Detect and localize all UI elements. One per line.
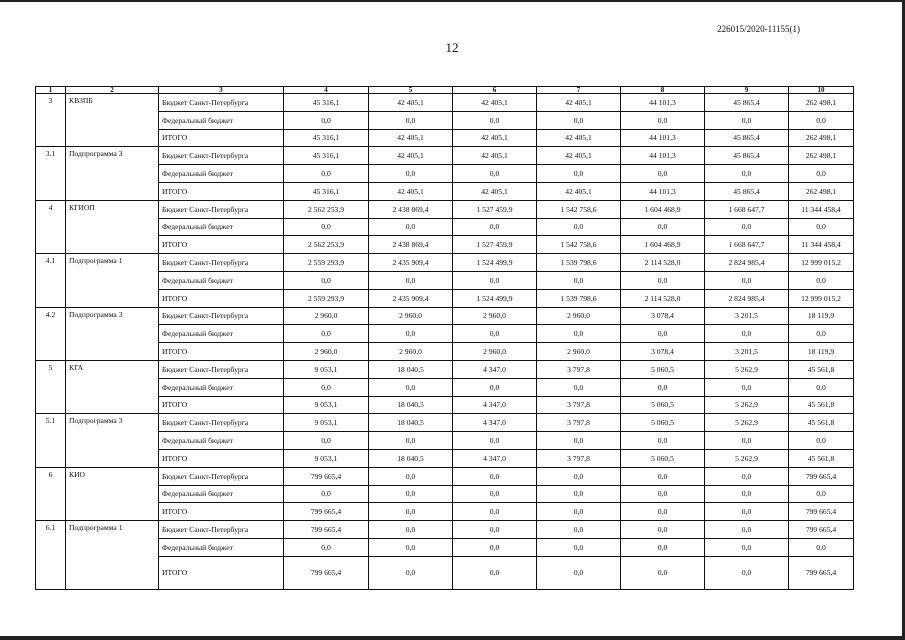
value-cell: 5 060,5 [621,360,705,378]
table-body [36,94,854,590]
value-cell: 0,0 [705,271,789,289]
table-row [36,200,854,218]
value-cell: 2 438 869,4 [369,236,453,254]
row-number: 4 [36,200,66,253]
total-cell: 11 344 458,4 [789,200,854,218]
value-cell: 9 053,1 [284,449,369,467]
value-cell: 0,0 [284,271,369,289]
value-cell: 1 527 459,9 [453,200,537,218]
value-cell: 1 539 798,6 [537,254,621,272]
value-cell: 0,0 [369,111,453,129]
total-cell: 0,0 [789,378,854,396]
value-cell: 2 559 293,9 [284,289,369,307]
total-cell: 0,0 [789,271,854,289]
table-row [36,343,854,361]
value-cell: 4 347,0 [453,396,537,414]
value-cell: 0,0 [284,485,369,503]
value-cell: 0,0 [705,503,789,521]
value-cell: 0,0 [284,165,369,183]
executor-name: Подпрограмма 3 [66,414,159,467]
funding-source: Бюджет Санкт-Петербурга [159,521,284,539]
value-cell: 0,0 [537,556,621,589]
funding-source: Федеральный бюджет [159,271,284,289]
funding-source: Федеральный бюджет [159,432,284,450]
value-cell: 0,0 [621,218,705,236]
value-cell: 45 865,4 [705,129,789,147]
funding-source: Федеральный бюджет [159,538,284,556]
value-cell: 0,0 [621,521,705,539]
header-cell: 8 [621,87,705,94]
value-cell: 0,0 [621,165,705,183]
value-cell: 799 665,4 [284,467,369,485]
funding-source: ИТОГО [159,289,284,307]
table-row [36,503,854,521]
value-cell: 3 797,8 [537,360,621,378]
value-cell: 42 405,1 [369,147,453,165]
value-cell: 5 060,5 [621,449,705,467]
value-cell: 45 316,1 [284,182,369,200]
value-cell: 1 524 499,9 [453,289,537,307]
funding-source: ИТОГО [159,503,284,521]
value-cell: 0,0 [453,485,537,503]
value-cell: 0,0 [705,467,789,485]
value-cell: 44 101,3 [621,129,705,147]
value-cell: 0,0 [453,521,537,539]
table-row [36,556,854,589]
value-cell: 1 668 647,7 [705,236,789,254]
value-cell: 9 053,1 [284,396,369,414]
value-cell: 0,0 [284,111,369,129]
total-cell: 799 665,4 [789,521,854,539]
value-cell: 0,0 [537,538,621,556]
value-cell: 3 797,8 [537,449,621,467]
value-cell: 0,0 [453,271,537,289]
value-cell: 0,0 [705,485,789,503]
value-cell: 0,0 [537,521,621,539]
value-cell: 1 604 468,9 [621,236,705,254]
value-cell: 0,0 [621,467,705,485]
funding-source: Федеральный бюджет [159,218,284,236]
total-cell: 262 498,1 [789,182,854,200]
value-cell: 42 405,1 [537,129,621,147]
value-cell: 0,0 [621,485,705,503]
total-cell: 0,0 [789,432,854,450]
value-cell: 1 527 459,9 [453,236,537,254]
value-cell: 2 960,0 [369,343,453,361]
value-cell: 799 665,4 [284,556,369,589]
executor-name: Подпрограмма 3 [66,147,159,200]
value-cell: 3 797,8 [537,414,621,432]
total-cell: 262 498,1 [789,147,854,165]
header-cell: 9 [705,87,789,94]
value-cell: 2 435 909,4 [369,289,453,307]
value-cell: 5 262,9 [705,449,789,467]
value-cell: 1 524 499,9 [453,254,537,272]
total-cell: 45 561,8 [789,414,854,432]
value-cell: 0,0 [369,432,453,450]
value-cell: 1 542 758,6 [537,200,621,218]
funding-source: Федеральный бюджет [159,485,284,503]
value-cell: 0,0 [537,432,621,450]
total-cell: 0,0 [789,485,854,503]
table-row [36,467,854,485]
value-cell: 5 060,5 [621,396,705,414]
value-cell: 0,0 [537,165,621,183]
value-cell: 0,0 [453,538,537,556]
funding-source: Бюджет Санкт-Петербурга [159,147,284,165]
funding-source: ИТОГО [159,556,284,589]
table-row [36,307,854,325]
table-row [36,360,854,378]
value-cell: 9 053,1 [284,360,369,378]
value-cell: 18 040,5 [369,414,453,432]
header-cell: 5 [369,87,453,94]
table-row [36,94,854,112]
value-cell: 2 435 909,4 [369,254,453,272]
value-cell: 42 405,1 [537,182,621,200]
value-cell: 45 316,1 [284,147,369,165]
executor-name: КИО [66,467,159,520]
table-row [36,396,854,414]
value-cell: 3 078,4 [621,343,705,361]
table-row [36,254,854,272]
table-row [36,414,854,432]
value-cell: 2 562 253,9 [284,200,369,218]
table-row [36,485,854,503]
funding-source: ИТОГО [159,182,284,200]
value-cell: 0,0 [453,556,537,589]
value-cell: 2 960,0 [453,343,537,361]
value-cell: 42 405,1 [537,94,621,112]
value-cell: 45 865,4 [705,147,789,165]
total-cell: 799 665,4 [789,556,854,589]
row-number: 3 [36,94,66,147]
funding-source: Бюджет Санкт-Петербурга [159,414,284,432]
value-cell: 0,0 [705,165,789,183]
total-cell: 799 665,4 [789,503,854,521]
value-cell: 1 542 758,6 [537,236,621,254]
document-reference: 226015/2020-11155(1) [717,24,800,34]
value-cell: 0,0 [453,111,537,129]
executor-name: КГА [66,360,159,413]
total-cell: 12 999 015,2 [789,289,854,307]
row-number: 6 [36,467,66,520]
value-cell: 42 405,1 [537,147,621,165]
value-cell: 0,0 [537,111,621,129]
total-cell: 12 999 015,2 [789,254,854,272]
value-cell: 2 114 528,0 [621,254,705,272]
value-cell: 0,0 [621,432,705,450]
value-cell: 0,0 [537,503,621,521]
value-cell: 0,0 [369,467,453,485]
header-cell: 1 [36,87,66,94]
table-row [36,111,854,129]
value-cell: 2 562 253,9 [284,236,369,254]
funding-source: Бюджет Санкт-Петербурга [159,254,284,272]
value-cell: 2 960,0 [537,307,621,325]
value-cell: 0,0 [705,538,789,556]
funding-source: Бюджет Санкт-Петербурга [159,467,284,485]
value-cell: 0,0 [537,378,621,396]
value-cell: 44 101,3 [621,147,705,165]
value-cell: 0,0 [369,521,453,539]
total-cell: 45 561,8 [789,360,854,378]
funding-source: Федеральный бюджет [159,111,284,129]
value-cell: 2 960,0 [453,307,537,325]
value-cell: 0,0 [284,538,369,556]
value-cell: 42 405,1 [369,129,453,147]
table-row [36,289,854,307]
value-cell: 0,0 [537,467,621,485]
value-cell: 0,0 [369,538,453,556]
value-cell: 2 438 869,4 [369,200,453,218]
value-cell: 0,0 [284,432,369,450]
value-cell: 0,0 [705,432,789,450]
scan-edge-top [0,0,905,2]
value-cell: 0,0 [453,218,537,236]
value-cell: 5 060,5 [621,414,705,432]
funding-source: Бюджет Санкт-Петербурга [159,200,284,218]
value-cell: 45 865,4 [705,182,789,200]
row-number: 6.1 [36,521,66,590]
row-number: 5.1 [36,414,66,467]
total-cell: 0,0 [789,218,854,236]
value-cell: 0,0 [621,538,705,556]
value-cell: 0,0 [621,271,705,289]
value-cell: 0,0 [284,218,369,236]
value-cell: 42 405,1 [369,182,453,200]
budget-table [35,86,854,590]
value-cell: 0,0 [705,111,789,129]
value-cell: 18 040,5 [369,360,453,378]
header-cell: 4 [284,87,369,94]
row-number: 4.2 [36,307,66,360]
page-number: 12 [445,40,459,55]
value-cell: 2 559 293,9 [284,254,369,272]
value-cell: 3 797,8 [537,396,621,414]
total-cell: 45 561,8 [789,449,854,467]
value-cell: 0,0 [537,218,621,236]
value-cell: 0,0 [621,325,705,343]
value-cell: 2 960,0 [284,343,369,361]
value-cell: 0,0 [284,325,369,343]
header-row [36,87,854,94]
funding-source: ИТОГО [159,343,284,361]
funding-source: ИТОГО [159,396,284,414]
value-cell: 18 040,5 [369,396,453,414]
value-cell: 42 405,1 [453,182,537,200]
header-cell: 2 [66,87,159,94]
header-cell: 7 [537,87,621,94]
value-cell: 2 960,0 [369,307,453,325]
value-cell: 0,0 [705,218,789,236]
table-row [36,218,854,236]
table-row [36,236,854,254]
value-cell: 4 347,0 [453,449,537,467]
row-number: 5 [36,360,66,413]
value-cell: 0,0 [369,218,453,236]
table-row [36,325,854,343]
funding-source: Бюджет Санкт-Петербурга [159,94,284,112]
executor-name: Подпрограмма 3 [66,307,159,360]
value-cell: 0,0 [369,556,453,589]
value-cell: 0,0 [369,503,453,521]
value-cell: 0,0 [369,485,453,503]
value-cell: 5 262,9 [705,360,789,378]
value-cell: 45 316,1 [284,129,369,147]
value-cell: 2 960,0 [537,343,621,361]
table-row [36,182,854,200]
total-cell: 11 344 458,4 [789,236,854,254]
table-row [36,147,854,165]
value-cell: 2 960,0 [284,307,369,325]
total-cell: 0,0 [789,538,854,556]
value-cell: 9 053,1 [284,414,369,432]
value-cell: 42 405,1 [369,94,453,112]
total-cell: 18 119,9 [789,307,854,325]
table-row [36,538,854,556]
value-cell: 0,0 [453,503,537,521]
header-cell: 10 [789,87,854,94]
value-cell: 0,0 [537,325,621,343]
value-cell: 0,0 [537,271,621,289]
value-cell: 0,0 [369,165,453,183]
total-cell: 262 498,1 [789,94,854,112]
funding-source: ИТОГО [159,236,284,254]
value-cell: 3 201,5 [705,307,789,325]
value-cell: 45 316,1 [284,94,369,112]
table-row [36,432,854,450]
scan-edge-bottom [0,636,905,640]
total-cell: 0,0 [789,111,854,129]
value-cell: 0,0 [453,165,537,183]
value-cell: 18 040,5 [369,449,453,467]
total-cell: 0,0 [789,165,854,183]
value-cell: 0,0 [369,378,453,396]
total-cell: 18 119,9 [789,343,854,361]
row-number: 4.1 [36,254,66,307]
value-cell: 2 114 528,0 [621,289,705,307]
value-cell: 0,0 [453,325,537,343]
value-cell: 44 101,3 [621,182,705,200]
value-cell: 799 665,4 [284,521,369,539]
value-cell: 0,0 [705,521,789,539]
table-row [36,165,854,183]
executor-name: Подпрограмма 1 [66,254,159,307]
executor-name: Подпрограмма 1 [66,521,159,590]
funding-source: ИТОГО [159,449,284,467]
value-cell: 5 262,9 [705,396,789,414]
value-cell: 5 262,9 [705,414,789,432]
value-cell: 0,0 [453,467,537,485]
value-cell: 1 668 647,7 [705,200,789,218]
table-row [36,129,854,147]
value-cell: 2 824 985,4 [705,289,789,307]
value-cell: 0,0 [705,378,789,396]
table-row [36,271,854,289]
value-cell: 0,0 [284,378,369,396]
total-cell: 45 561,8 [789,396,854,414]
value-cell: 2 824 985,4 [705,254,789,272]
value-cell: 0,0 [621,378,705,396]
value-cell: 42 405,1 [453,129,537,147]
value-cell: 45 865,4 [705,94,789,112]
value-cell: 0,0 [621,503,705,521]
value-cell: 0,0 [453,378,537,396]
value-cell: 799 665,4 [284,503,369,521]
value-cell: 1 539 798,6 [537,289,621,307]
value-cell: 0,0 [453,432,537,450]
funding-source: Федеральный бюджет [159,325,284,343]
total-cell: 262 498,1 [789,129,854,147]
total-cell: 0,0 [789,325,854,343]
value-cell: 0,0 [705,556,789,589]
value-cell: 0,0 [621,556,705,589]
table-row [36,449,854,467]
table-row [36,378,854,396]
row-number: 3.1 [36,147,66,200]
value-cell: 0,0 [537,485,621,503]
funding-source: Федеральный бюджет [159,378,284,396]
total-cell: 799 665,4 [789,467,854,485]
value-cell: 42 405,1 [453,147,537,165]
executor-name: КВЗПБ [66,94,159,147]
header-cell: 6 [453,87,537,94]
table-row [36,521,854,539]
value-cell: 0,0 [369,325,453,343]
value-cell: 0,0 [621,111,705,129]
funding-source: Бюджет Санкт-Петербурга [159,307,284,325]
value-cell: 4 347,0 [453,360,537,378]
funding-source: ИТОГО [159,129,284,147]
value-cell: 1 604 468,9 [621,200,705,218]
value-cell: 0,0 [705,325,789,343]
header-cell: 3 [159,87,284,94]
funding-source: Бюджет Санкт-Петербурга [159,360,284,378]
value-cell: 4 347,0 [453,414,537,432]
value-cell: 44 101,3 [621,94,705,112]
value-cell: 42 405,1 [453,94,537,112]
value-cell: 3 201,5 [705,343,789,361]
funding-source: Федеральный бюджет [159,165,284,183]
executor-name: КГИОП [66,200,159,253]
value-cell: 0,0 [369,271,453,289]
value-cell: 3 078,4 [621,307,705,325]
